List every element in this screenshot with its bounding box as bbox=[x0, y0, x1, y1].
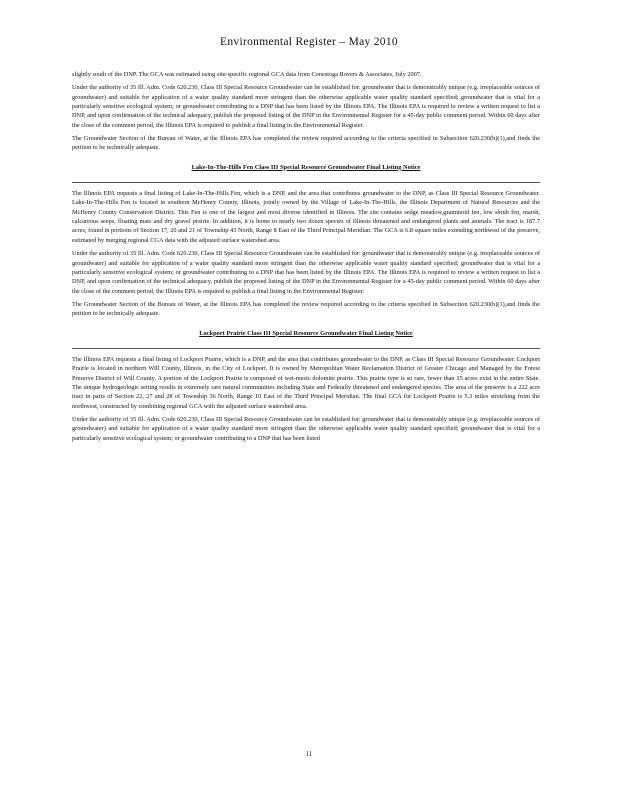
page-number: 11 bbox=[305, 750, 313, 758]
paragraph: Under the authority of 35 Ill. Adm. Code 620.230, Class III Special Resource Groundwater can be established for: groundwater that is demonstrably unique (e.g. irreplaceable sources of groundwater) and suitable for application of a water quality standard more stringent than the otherwise applicable water quality standard specified; groundwater that is vital for a particularly sensitive ecological system; or groundwater contributing to a DNP that has been listed by the Illinois EPA. The Illinois EPA is required to review a written request to list a DNP, and upon confirmation of the technical adequacy, publish the proposed listing of the DNP in the Environmental Register for a 45-day public comment period. Within 60 days after the close of the comment period, the Illinois EPA is required to publish a final listing in the Environmental Register. bbox=[72, 84, 540, 129]
section-intro bbox=[72, 70, 540, 153]
paragraph: Under the authority of 35 Ill. Adm. Code 620.230, Class III Special Resource Groundwater can be established for: groundwater that is demonstrably unique (e.g. irreplaceable sources of groundwater) and suitable for application of a water quality standard more stringent than the otherwise applicable water quality standard specified; groundwater that is vital for a particularly sensitive ecological system; or groundwater contributing to a DNP that has been listed by the Illinois EPA. The Illinois EPA is required to review a written request to list a DNP, and upon confirmation of the technical adequacy, publish the proposed listing of the DNP in the Environmental Register for a 45-day public comment period. Within 60 days after the close of the comment period, the Illinois EPA is required to publish a final listing in the Environmental Register. bbox=[72, 250, 540, 295]
document-body bbox=[72, 70, 540, 447]
section-heading: Lockport Prairie Class III Special Resource Groundwater Final Listing Notice bbox=[199, 329, 413, 337]
paragraph: The Groundwater Section of the Bureau of Water, at the Illinois EPA has completed the review required according to the criteria specified in Subsection 620.230(b)(1),and finds the petition to be technically adequate. bbox=[72, 135, 540, 152]
section-lake-in-the-hills bbox=[72, 163, 540, 319]
paragraph: The Illinois EPA requests a final listing of Lake-In-The-Hills Fen, which is a DNP, and the area that contributes groundwater to the DNP, as Class III Special Resource Groundwater. Lake-In-The-Hills Fen is located in southern McHenry County, Illinois, jointly owned by the Village of Lake-In-The-Hills, the Illinois Department of Natural Resources and the McHenry County Conservation District. This Fen is one of the largest and most diverse identified in Illinois. The site contains sedge meadow,graminoid fen, low shrub fen, marsh, calcareous seeps, floating mats and dry gravel prairie. In addition, it is home to nearly two dozen species of Illinois threatened and endangered plants and animals. The tract is 187.7 acres, found in portions of Section 17, 20 and 21 of Township 43 North, Range 8 East of the Third Principal Meridian. The GCA is 6.8 square miles extending northwest of the preserve, estimated by merging regional CGA data with the adjusted surface watershed area. bbox=[72, 190, 540, 244]
page-header: Environmental Register – May 2010 bbox=[220, 36, 398, 48]
paragraph: The Groundwater Section of the Bureau of Water, at the Illinois EPA has completed the review required according to the criteria specified in Subsection 620.230(b)(1),and finds the petition to be technically adequate. bbox=[72, 300, 540, 318]
section-heading: Lake-In-The-Hills Fen Class III Special Resource Groundwater Final Listing Notice bbox=[191, 163, 421, 171]
section-divider bbox=[72, 182, 540, 183]
section-lockport-prairie bbox=[72, 329, 540, 443]
paragraph: slightly south of the DNP. The GCA was estimated using site-specific regional GCA data from Conestoga Rovers & Associates, July 2007. bbox=[72, 71, 422, 78]
paragraph: The Illinois EPA requests a final listing of Lockport Prairie, which is a DNP, and the area that contributes groundwater to the DNP, as Class III Special Resource Groundwater. Lockport Prairie is located in northern Will County, Illinois, in the City of Lockport. It is owned by Metropolitan Water Reclamation District of Greater Chicago and Managed by the Forest Preserve District of Will County. A portion of the Lockport Prairie is composed of wet-mesic dolomite prairie. This prairie type is so rare, fewer than 35 acres exist in the entire State. The unique hydrogeologic setting results in extremely rare natural communities including State and Federally threatened and endangered species. The area of the preserve is a 222 acre tract in parts of Section 22, 27 and 28 of Township 36 North, Range 10 East of the Third Principal Meridian. The final GCA for Lockport Prairie is 5.3 miles stretching from the northwest, constructed by combining regional GCA with the adjusted surface watershed area. bbox=[72, 355, 540, 410]
section-divider bbox=[72, 348, 540, 349]
paragraph: Under the authority of 35 Ill. Adm. Code 620.230, Class III Special Resource Groundwater can be established for: groundwater that is demonstrably unique (e.g. irreplaceable sources of groundwater) and suitable for application of a water quality standard more stringent than the otherwise applicable water quality standard specified; groundwater that is vital for a particularly sensitive ecological system; or groundwater contributing to a DNP that has been listed bbox=[72, 415, 540, 442]
